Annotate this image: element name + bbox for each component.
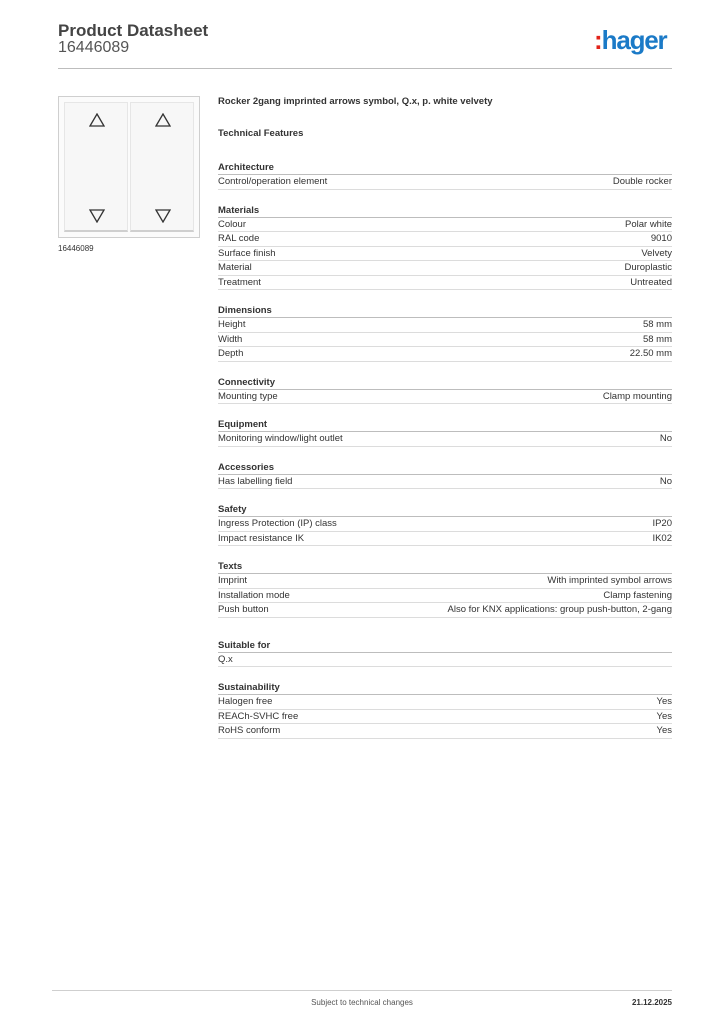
section-title: Sustainability (218, 682, 672, 695)
spec-label: Surface finish (218, 247, 276, 259)
spec-row (218, 261, 672, 276)
spec-value: Untreated (630, 276, 672, 288)
spec-value: Double rocker (612, 176, 672, 187)
spec-label: Colour (218, 218, 246, 230)
section-gap (218, 190, 672, 205)
spec-value: 58 mm (642, 333, 672, 345)
spec-row (218, 232, 672, 247)
product-description: Rocker 2gang imprinted arrows symbol, Q.x, p. white velvety (218, 96, 493, 107)
spec-value: 58 mm (642, 319, 672, 330)
spec-row (218, 218, 672, 233)
spec-label: REACh-SVHC free (218, 710, 299, 722)
arrow-down-icon (89, 209, 105, 223)
spec-label: RAL code (218, 233, 260, 244)
spec-value: With imprinted symbol arrows (547, 575, 672, 586)
arrow-up-icon (155, 113, 171, 127)
section-title: Materials (218, 205, 672, 218)
spec-value: Yes (656, 710, 672, 722)
section-gap (218, 140, 672, 162)
spec-row (218, 517, 672, 532)
footer-divider (52, 990, 672, 991)
rocker-right (130, 102, 194, 232)
spec-row (218, 333, 672, 348)
spec-label: Depth (218, 348, 244, 359)
spec-row (218, 574, 672, 589)
spec-label: Installation mode (218, 589, 290, 601)
product-number: 16446089 (58, 39, 130, 56)
spec-label: Width (218, 333, 243, 345)
spec-row (218, 276, 672, 291)
spec-row (218, 432, 672, 447)
spec-label: Impact resistance IK (218, 532, 305, 544)
section-gap (218, 489, 672, 504)
spec-label: Material (218, 262, 252, 273)
section-title: Architecture (218, 162, 672, 175)
spec-label: Monitoring window/light outlet (218, 433, 343, 444)
spec-value: No (659, 475, 672, 487)
spec-row (218, 724, 672, 739)
spec-row (218, 653, 672, 668)
product-image (58, 96, 200, 238)
section-title: Texts (218, 561, 672, 574)
footer-date: 21.12.2025 (631, 998, 672, 1007)
spec-row (218, 175, 672, 190)
spec-label: Q.x (218, 653, 233, 665)
spec-label: Height (218, 319, 246, 330)
technical-features-heading: Technical Features (218, 128, 304, 139)
spec-value: 9010 (650, 233, 672, 244)
section-gap (218, 546, 672, 561)
logo-colon: : (594, 25, 602, 55)
logo-text: hager (601, 25, 667, 55)
section-gap (218, 404, 672, 419)
spec-label: Treatment (218, 276, 261, 288)
spec-value: IK02 (652, 532, 672, 544)
spec-label: Imprint (218, 575, 248, 586)
spec-value: Velvety (641, 247, 672, 259)
footer-note: Subject to technical changes (311, 998, 413, 1007)
section-title: Accessories (218, 462, 672, 475)
spec-value: Clamp fastening (603, 589, 672, 601)
spec-label: RoHS conform (218, 725, 281, 736)
spec-value: Duroplastic (624, 262, 672, 273)
spec-row (218, 710, 672, 725)
section-gap (218, 618, 672, 640)
spec-row (218, 318, 672, 333)
spec-value: Yes (656, 725, 672, 736)
section-title: Equipment (218, 419, 672, 432)
spec-row (218, 695, 672, 710)
feature-sections (218, 140, 672, 739)
section-title: Safety (218, 504, 672, 517)
datasheet-content (218, 96, 672, 739)
image-caption: 16446089 (58, 244, 94, 253)
spec-label: Ingress Protection (IP) class (218, 518, 337, 529)
spec-row (218, 532, 672, 547)
spec-value: 22.50 mm (629, 348, 672, 359)
section-gap (218, 290, 672, 305)
spec-label: Control/operation element (218, 176, 328, 187)
hager-logo (594, 26, 666, 54)
spec-label: Has labelling field (218, 475, 293, 487)
spec-row (218, 247, 672, 262)
arrow-down-icon (155, 209, 171, 223)
section-title: Dimensions (218, 305, 672, 318)
spec-row (218, 603, 672, 618)
header-divider (58, 68, 672, 69)
spec-row (218, 475, 672, 490)
arrow-up-icon (89, 113, 105, 127)
spec-row (218, 347, 672, 362)
rocker-left (64, 102, 128, 232)
spec-label: Halogen free (218, 696, 273, 707)
section-gap (218, 362, 672, 377)
spec-value: No (659, 433, 672, 444)
spec-value: Clamp mounting (602, 390, 672, 402)
page-title: Product Datasheet (58, 21, 209, 40)
spec-value: Polar white (625, 218, 672, 230)
spec-row (218, 589, 672, 604)
spec-label: Mounting type (218, 390, 278, 402)
section-gap (218, 447, 672, 462)
spec-value: IP20 (652, 518, 672, 529)
spec-value: Yes (656, 696, 672, 707)
section-title: Connectivity (218, 377, 672, 390)
section-title: Suitable for (218, 640, 672, 653)
spec-row (218, 390, 672, 405)
section-gap (218, 667, 672, 682)
spec-label: Push button (218, 604, 269, 615)
spec-value: Also for KNX applications: group push-button, 2-gang (447, 604, 672, 615)
